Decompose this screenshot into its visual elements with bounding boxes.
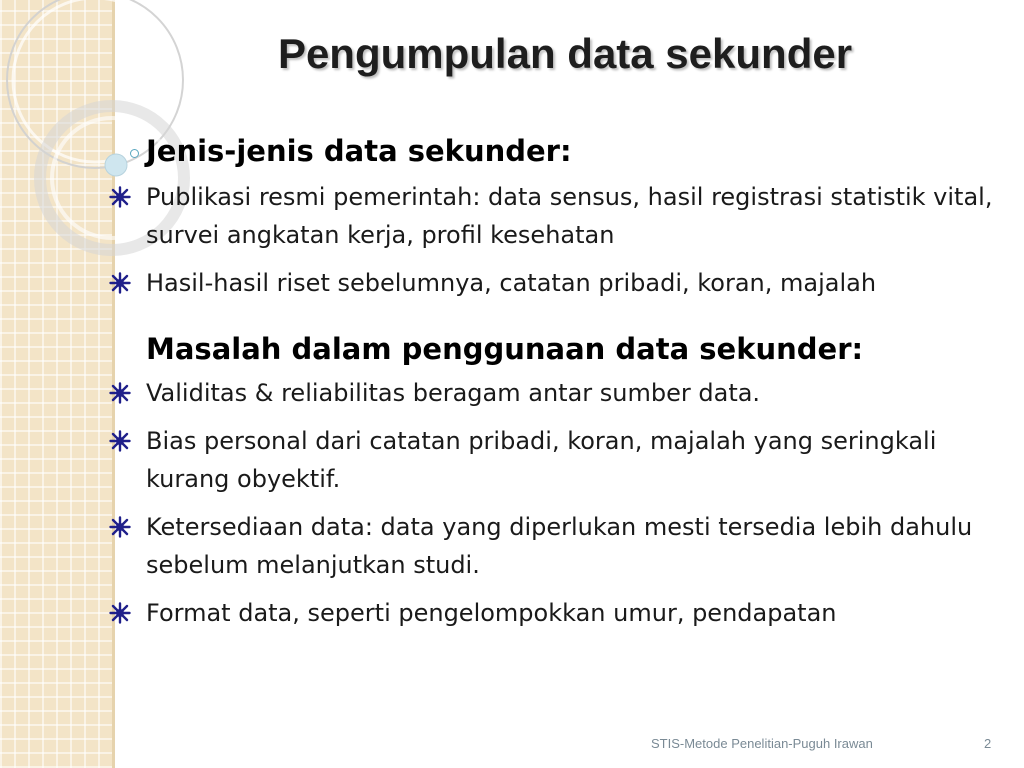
- star-bullet-icon: [109, 602, 131, 624]
- list-item: [104, 594, 1009, 632]
- section-heading-problems-text: Masalah dalam penggunaan data sekunder:: [146, 332, 864, 366]
- list-secondary-data-problems: [104, 374, 1009, 632]
- section-heading-problems: [104, 332, 1009, 374]
- list-item-text: Format data, seperti pengelompokkan umur, pendapatan: [146, 599, 837, 627]
- list-item-text: Hasil-hasil riset sebelumnya, catatan pribadi, koran, majalah: [146, 269, 877, 297]
- list-secondary-data-types: [104, 178, 1009, 302]
- star-bullet-icon: [109, 516, 131, 538]
- list-item: [104, 264, 1009, 302]
- page-number: 2: [984, 736, 992, 751]
- list-item: [104, 422, 1009, 498]
- list-item: [104, 178, 1009, 254]
- footer-text: STIS-Metode Penelitian-Puguh Irawan: [651, 736, 873, 751]
- circle-bullet-icon: [130, 149, 139, 158]
- slide-content: [104, 134, 1009, 642]
- slide-title: Pengumpulan data sekunder: [277, 30, 853, 77]
- star-bullet-icon: [109, 430, 131, 452]
- star-bullet-icon: [109, 272, 131, 294]
- star-bullet-icon: [109, 382, 131, 404]
- list-item-text: Validitas & reliabilitas beragam antar sumber data.: [146, 379, 761, 407]
- list-item: [104, 508, 1009, 584]
- list-item: [104, 374, 1009, 412]
- section-heading-types: [104, 134, 1009, 178]
- list-item-text: Bias personal dari catatan pribadi, koran, majalah yang seringkali kurang obyektif.: [146, 427, 937, 493]
- list-item-text: Publikasi resmi pemerintah: data sensus, hasil registrasi statistik vital, survei angkatan kerja, profil kesehatan: [146, 183, 993, 249]
- section-heading-types-text: Jenis-jenis data sekunder:: [146, 134, 572, 168]
- star-bullet-icon: [109, 186, 131, 208]
- list-item-text: Ketersediaan data: data yang diperlukan mesti tersedia lebih dahulu sebelum melanjutkan studi.: [146, 513, 973, 579]
